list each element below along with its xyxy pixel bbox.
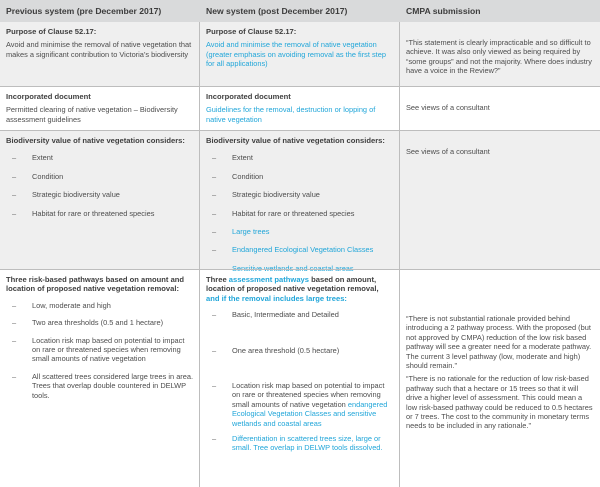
cell-previous-document xyxy=(0,87,200,124)
cell-title: Three risk-based pathways based on amount and location of proposed native vegetation removal: xyxy=(6,275,185,294)
list-item: – All scattered trees considered large trees in area. Trees that overlap double countered in DELWP tools. xyxy=(6,372,194,400)
cell-title: Purpose of Clause 52.17: xyxy=(206,27,297,36)
list-item: – Habitat for rare or threatened species xyxy=(206,209,394,218)
list-item-new: – Endangered Ecological Vegetation Classes xyxy=(206,245,394,254)
header-previous-system: Previous system (pre December 2017) xyxy=(6,6,162,16)
list-item-new: – Differentiation in scattered trees size, large or small. Tree overlap in DELWP tools dissolved. xyxy=(206,434,394,453)
list-item: – Extent xyxy=(6,153,194,162)
cell-paragraph: “There is no rationale for the reduction of low risk-based pathway such that a hectare or 15 trees so that it will drive a higher level of assessment. This could mean a low risk-based pathway could be reduced to 0.5 hectares or 7 trees. The cost to the community in monetary terms needs to be included in any rationale.” xyxy=(406,374,593,431)
title-part: based on amount, location of proposed native vegetation removal, xyxy=(206,275,379,294)
biodiversity-list xyxy=(6,153,194,218)
table-header xyxy=(0,0,600,22)
list-item xyxy=(206,381,394,428)
cell-previous-pathways xyxy=(0,270,200,400)
cell-paragraph: “There is not substantial rationale provided behind introducing a 2 pathway process. With the proposed (but not approved by CMPA) reduction of the low risk based pathway will see a greater need for a moderate pathway. The current 3 level pathway (low, moderate and high) should remain.” xyxy=(406,314,592,371)
item-text: Location risk map based on potential to impact on rare or threatened species when removing small amounts of native vegetation xyxy=(232,381,385,409)
cell-text: “This statement is clearly impracticable and so difficult to achieve. It was also only viewed as being required by “some groups” and not the majority. Where does industry have a voice in the Review?” xyxy=(406,38,592,76)
cell-text: Avoid and minimise the removal of native vegetation that makes a significant contribution to Victoria’s biodiversity xyxy=(6,40,192,59)
cell-text: Guidelines for the removal, destruction or lopping of native vegetation xyxy=(206,105,376,124)
cell-new-purpose xyxy=(200,22,400,69)
row-incorporated-document xyxy=(0,87,600,130)
list-item: – Two area thresholds (0.5 and 1 hectare) xyxy=(6,318,194,327)
cell-text: See views of a consultant xyxy=(406,103,490,112)
cell-text: Avoid and minimise the removal of native vegetation (greater emphasis on avoiding removal as the first step for all applications) xyxy=(206,40,386,69)
cell-previous-biodiversity xyxy=(0,131,200,218)
cell-cmpa-document xyxy=(400,87,600,112)
cell-cmpa-pathways xyxy=(400,270,600,431)
title-part-new: and if the removal includes large trees: xyxy=(206,293,347,303)
cell-new-document xyxy=(200,87,400,124)
list-item: – Condition xyxy=(6,172,194,181)
column-divider xyxy=(399,22,400,487)
list-item: – Low, moderate and high xyxy=(6,301,194,310)
cell-new-pathways xyxy=(200,270,400,453)
cell-text: Permitted clearing of native vegetation – Biodiversity assessment guidelines xyxy=(6,105,178,124)
list-item: – Condition xyxy=(206,172,394,181)
column-divider xyxy=(199,22,200,487)
pathways-list xyxy=(206,310,394,453)
header-cmpa-submission: CMPA submission xyxy=(406,6,481,16)
cell-previous-purpose xyxy=(0,22,200,59)
row-biodiversity-value xyxy=(0,131,600,269)
cell-title: Purpose of Clause 52.17: xyxy=(6,27,97,36)
biodiversity-list xyxy=(206,153,394,273)
title-part: Three xyxy=(206,275,229,284)
title-part-new: assessment pathways xyxy=(228,275,309,284)
list-item: – Strategic biodiversity value xyxy=(206,190,394,199)
cell-title: Biodiversity value of native vegetation considers: xyxy=(206,136,385,145)
item-text-new: endangered Ecological Vegetation Classes and sensitive wetlands and coastal areas xyxy=(232,399,388,428)
row-risk-pathways xyxy=(0,270,600,487)
list-item: – Strategic biodiversity value xyxy=(6,190,194,199)
cell-title: Biodiversity value of native vegetation considers: xyxy=(6,136,185,145)
list-item: – Habitat for rare or threatened species xyxy=(6,209,194,218)
cell-cmpa-purpose xyxy=(400,22,600,76)
cell-title xyxy=(206,275,394,303)
cell-text: See views of a consultant xyxy=(406,147,490,156)
list-item: – One area threshold (0.5 hectare) xyxy=(206,346,394,355)
header-new-system: New system (post December 2017) xyxy=(206,6,348,16)
list-item: – Basic, Intermediate and Detailed xyxy=(206,310,394,319)
pathways-list xyxy=(6,301,194,400)
list-item: – Extent xyxy=(206,153,394,162)
cell-title: Incorporated document xyxy=(206,92,291,101)
list-item: – Location risk map based on potential to impact on rare or threatened species when removing small amounts of native vegetation xyxy=(6,336,194,364)
cell-title: Incorporated document xyxy=(6,92,91,101)
cell-cmpa-biodiversity xyxy=(400,131,600,156)
row-purpose xyxy=(0,22,600,86)
list-item-new: – Large trees xyxy=(206,227,394,236)
cell-new-biodiversity xyxy=(200,131,400,273)
